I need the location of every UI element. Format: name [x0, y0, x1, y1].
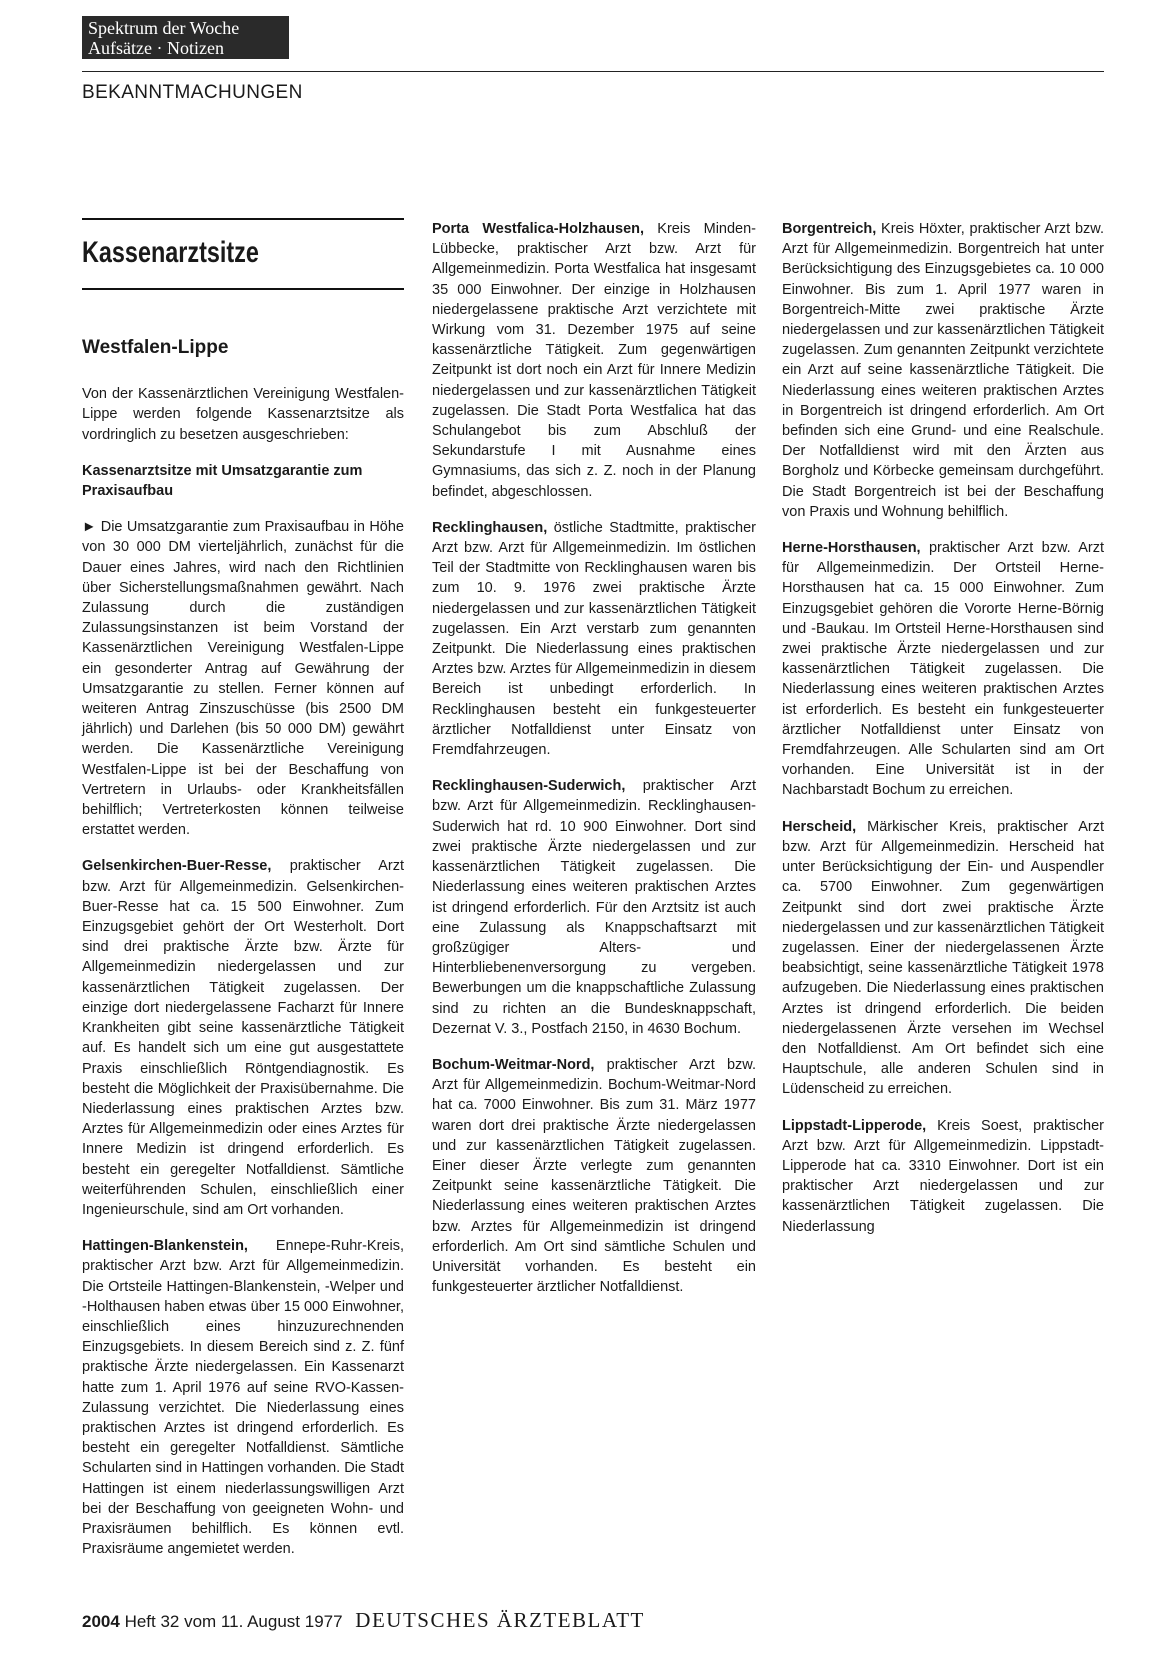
- entry-place: Lippstadt-Lipperode,: [782, 1117, 927, 1134]
- entry-text: östliche Stadtmitte, praktischer Arzt bzw. Arzt für Allgemeinmedizin. Im östlichen Teil der Stadtmitte von Recklinghausen waren bis zum 10. 9. 1976 zwei praktische Ärzte niedergelassen und zur kassenärztlichen Tätigkeit zugelassen. Ein Arzt verstarb zum genannten Zeitpunkt. Die Niederlassung eines praktischen Arztes bzw. Arztes für Allgemeinmedizin in diesem Bereich ist unbedingt erforderlich. In Recklinghausen besteht ein funkgesteuerter ärztlicher Notfalldienst unter Einsatz von Fremdfahrzeugen.: [432, 519, 756, 759]
- entry-text: praktischer Arzt bzw. Arzt für Allgemeinmedizin. Bochum-Weitmar-Nord hat ca. 7000 Einwohner. Bis zum 31. März 1977 waren dort drei praktische Ärzte niedergelassen und zur kassenärztlichen Tätigkeit zugelassen. Einer dieser Ärzte verlegte zum genannten Zeitpunkt seine kassenärztliche Tätigkeit. Die Niederlassung eines weiteren praktischen Arztes bzw. Arztes für Allgemeinmedizin ist dringend erforderlich. Am Ort sind sämtliche Schulen und Universität vorhanden. Es besteht ein funkgesteuerter ärztlicher Notfalldienst.: [432, 1056, 756, 1296]
- page-footer: [82, 1608, 645, 1633]
- entry-place: Herscheid,: [782, 818, 857, 835]
- entry-text: Kreis Höxter, praktischer Arzt bzw. Arzt für Allgemeinmedizin. Borgentreich hat unter Berücksichtigung des Einzugsgebietes ca. 10 000 Einwohner. Bis zum 1. April 1977 waren in Borgentreich-Mitte zwei praktische Ärzte niedergelassen und zur kassenärztlichen Tätigkeit zugelassen. Zum genannten Zeitpunkt verzichtete ein Arzt auf seine kassenärztliche Tätigkeit. Die Niederlassung eines weiteren praktischen Arztes in Borgentreich ist dringend erforderlich. Am Ort befinden sich eine Grund- und eine Realschule. Der Notfalldienst wird mit den Ärzten aus Borgholz und Körbecke gemeinsam durchgeführt. Die Stadt Borgentreich ist bei der Beschaffung von Praxis und Wohnung behilflich.: [782, 221, 1104, 520]
- entry-lippstadt: [782, 1116, 1104, 1237]
- entry-place: Recklinghausen-Suderwich,: [432, 778, 626, 795]
- entry-bochum: [432, 1055, 756, 1297]
- issue-info: Heft 32 vom 11. August 1977: [124, 1612, 343, 1631]
- entry-place: Recklinghausen,: [432, 519, 548, 536]
- title-rule-top: [82, 218, 404, 220]
- header-line-2: Aufsätze · Notizen: [88, 38, 224, 58]
- entry-place: Bochum-Weitmar-Nord,: [432, 1056, 595, 1073]
- entry-text: Kreis Minden-Lübbecke, praktischer Arzt bzw. Arzt für Allgemeinmedizin. Porta Westfalica hat insgesamt 35 000 Einwohner. Der einzige in Holzhausen niedergelassene praktische Arzt verzichtete mit Wirkung vom 31. Dezember 1975 auf seine kassenärztliche Tätigkeit. Zum gegenwärtigen Zeitpunkt ist dort noch ein Arzt für Innere Medizin niedergelassen und zur kassenärztlichen Tätigkeit zugelassen. Die Stadt Porta Westfalica hat das Schulangebot bis zum Abschluß der Sekundarstufe I mit Ausnahme eines Gymnasiums, das sich z. Z. noch in der Planung befindet, abgeschlossen.: [432, 221, 756, 500]
- entry-text: praktischer Arzt bzw. Arzt für Allgemeinmedizin. Gelsenkirchen-Buer-Resse hat ca. 15 500 Einwohner. Zum Einzugsgebiet gehört der Ort Westerholt. Dort sind drei praktische Ärzte bzw. Ärzte für Allgemeinmedizin niedergelassen und zur kassenärztlichen Tätigkeit zugelassen. Der einzige dort niedergelassene Facharzt für Innere Krankheiten gibt seine kassenärztliche Tätigkeit auf. Es handelt sich um eine gut ausgestattete Praxis einschließlich Röntgendiagnostik. Es besteht die Möglichkeit der Praxisübernahme. Die Niederlassung eines praktischen Arztes bzw. Arztes für Allgemeinmedizin oder eines Arztes für Innere Medizin ist dringend erforderlich. Es besteht ein geregelter Notfalldienst. Sämtliche weiterführenden Schulen, einschließlich einer Ingenieurschule, sind am Ort vorhanden.: [82, 858, 404, 1218]
- entry-suderwich: [432, 776, 756, 1039]
- title-rule-bottom: [82, 288, 404, 290]
- entry-place: Borgentreich,: [782, 221, 877, 237]
- column-1: [82, 218, 404, 1575]
- entry-text: praktischer Arzt bzw. Arzt für Allgemeinmedizin. Recklinghausen-Suderwich hat rd. 10 900 Einwohner. Dort sind zwei praktische Ärzte niedergelassen und zur kassenärztlichen Tätigkeit zugelassen. Die Niederlassung eines weiteren praktischen Arztes ist dringend erforderlich. Für den Arztsitz ist auch eine Zulassung als Knappschaftsarzt mit großzügiger Alters- und Hinterbliebenenversorgung zu vergeben. Bewerbungen um die knappschaftliche Zulassung sind zu richten an die Bundesknappschaft, Dezernat V. 3., Postfach 2150, in 4630 Bochum.: [432, 778, 756, 1037]
- subheading: Kassenarztsitze mit Umsatzgarantie zum Praxisaufbau: [82, 462, 363, 500]
- top-rule: [82, 71, 1104, 72]
- header-box: [82, 16, 289, 59]
- region-heading: Westfalen-Lippe: [82, 337, 229, 358]
- entry-place: Hattingen-Blankenstein,: [82, 1238, 248, 1255]
- page-number: 2004: [82, 1612, 120, 1631]
- guarantee-paragraph: ► Die Umsatzgarantie zum Praxisaufbau in Höhe von 30 000 DM vierteljährlich, zunächst für die Dauer eines Jahres, wird nach den Richtlinien über Sicherstellungsmaßnahmen gewährt. Nach Zulassung durch die zuständigen Zulassungsinstanzen ist beim Vorstand der Kassenärztlichen Vereinigung Westfalen-Lippe ein gesonderter Antrag auf Gewährung der Umsatzgarantie zu stellen. Ferner können auf weiteren Antrag Zinszuschüsse (bis 2500 DM jährlich) und Darlehen (bis 50 000 DM) gewährt werden. Die Kassenärztliche Vereinigung Westfalen-Lippe ist bei der Beschaffung von Vertretern in Urlaubs- oder Krankheitsfällen behilflich; Vertreterkosten können teilweise erstattet werden.: [82, 519, 404, 839]
- journal-name: DEUTSCHES ÄRZTEBLATT: [355, 1608, 645, 1632]
- article-title: Kassenarztsitze: [82, 236, 259, 269]
- entry-text: Märkischer Kreis, praktischer Arzt bzw. Arzt für Allgemeinmedizin. Herscheid hat unter Berücksichtigung der Ein- und Auspendler ca. 5700 Einwohner. Zum gegenwärtigen Zeitpunkt sind dort zwei praktische Ärzte niedergelassen und zur kassenärztlichen Tätigkeit zugelassen. Einer der niedergelassenen Ärzte beabsichtigt, seine kassenärztliche Tätigkeit 1978 aufzugeben. Die Niederlassung eines praktischen Arztes ist dringend erforderlich. Die beiden niedergelassenen Ärzte versehen im Wechsel den Notfalldienst. Am Ort befindet sich eine Hauptschule, alle anderen Schulen sind in Lüdenscheid zu erreichen.: [782, 818, 1104, 1098]
- entry-recklinghausen: [432, 518, 756, 760]
- header-line-1: Spektrum der Woche: [88, 18, 240, 38]
- entry-place: Gelsenkirchen-Buer-Resse,: [82, 858, 272, 875]
- column-3: [782, 219, 1104, 1253]
- entry-text: Kreis Soest, praktischer Arzt bzw. Arzt für Allgemeinmedizin. Lippstadt-Lipperode hat ca. 3310 Einwohner. Dort ist ein praktischer Arzt niedergelassen und zur kassenärztlichen Tätigkeit zugelassen. Die Niederlassung: [782, 1117, 1104, 1235]
- entry-gelsenkirchen: [82, 856, 404, 1220]
- entry-porta: [432, 219, 756, 502]
- entry-place: Herne-Horsthausen,: [782, 540, 921, 557]
- section-label: BEKANNTMACHUNGEN: [82, 82, 303, 103]
- entry-text: Ennepe-Ruhr-Kreis, praktischer Arzt bzw. Arzt für Allgemeinmedizin. Die Ortsteile Hattingen-Blankenstein, -Welper und -Holthausen haben etwas über 15 000 Einwohner, einschließlich eines hinzuzurechnenden Einzugsgebiets. In diesem Bereich sind z. Z. fünf praktische Ärzte niedergelassen. Ein Kassenarzt hatte zum 1. April 1976 auf seine RVO-Kassen-Zulassung verzichtet. Die Niederlassung eines praktischen Arztes ist dringend erforderlich. Es besteht ein geregelter Notfalldienst. Sämtliche Schularten sind in Hattingen vorhanden. Die Stadt Hattingen ist einem niederlassungswilligen Arzt bei der Beschaffung von geeigneten Wohn- und Praxisräumen behilflich. Es können evtl. Praxisräume angemietet werden.: [82, 1238, 404, 1558]
- column-2: [432, 219, 756, 1313]
- intro-paragraph: Von der Kassenärztlichen Vereinigung Westfalen-Lippe werden folgende Kassenarztsitze als vordringlich zu besetzen ausgeschrieben:: [82, 386, 404, 443]
- entry-text: praktischer Arzt bzw. Arzt für Allgemeinmedizin. Der Ortsteil Herne-Horsthausen hat ca. 15 000 Einwohner. Zum Einzugsgebiet gehören die Vororte Herne-Börnig und -Baukau. Im Ortsteil Herne-Horsthausen sind zwei praktische Ärzte niedergelassen und zur kassenärztlichen Tätigkeit zugelassen. Die Niederlassung eines weiteren praktischen Arztes ist erforderlich. Es besteht ein funkgesteuerter ärztlicher Notfalldienst unter Einsatz von Fremdfahrzeugen. Alle Schularten sind am Ort vorhanden. Eine Universität ist in der Nachbarstadt Bochum zu erreichen.: [782, 540, 1104, 799]
- entry-herne: [782, 538, 1104, 801]
- entry-place: Porta Westfalica-Holzhausen,: [432, 221, 645, 237]
- entry-borgentreich: [782, 219, 1104, 522]
- entry-herscheid: [782, 817, 1104, 1100]
- entry-hattingen: [82, 1236, 404, 1559]
